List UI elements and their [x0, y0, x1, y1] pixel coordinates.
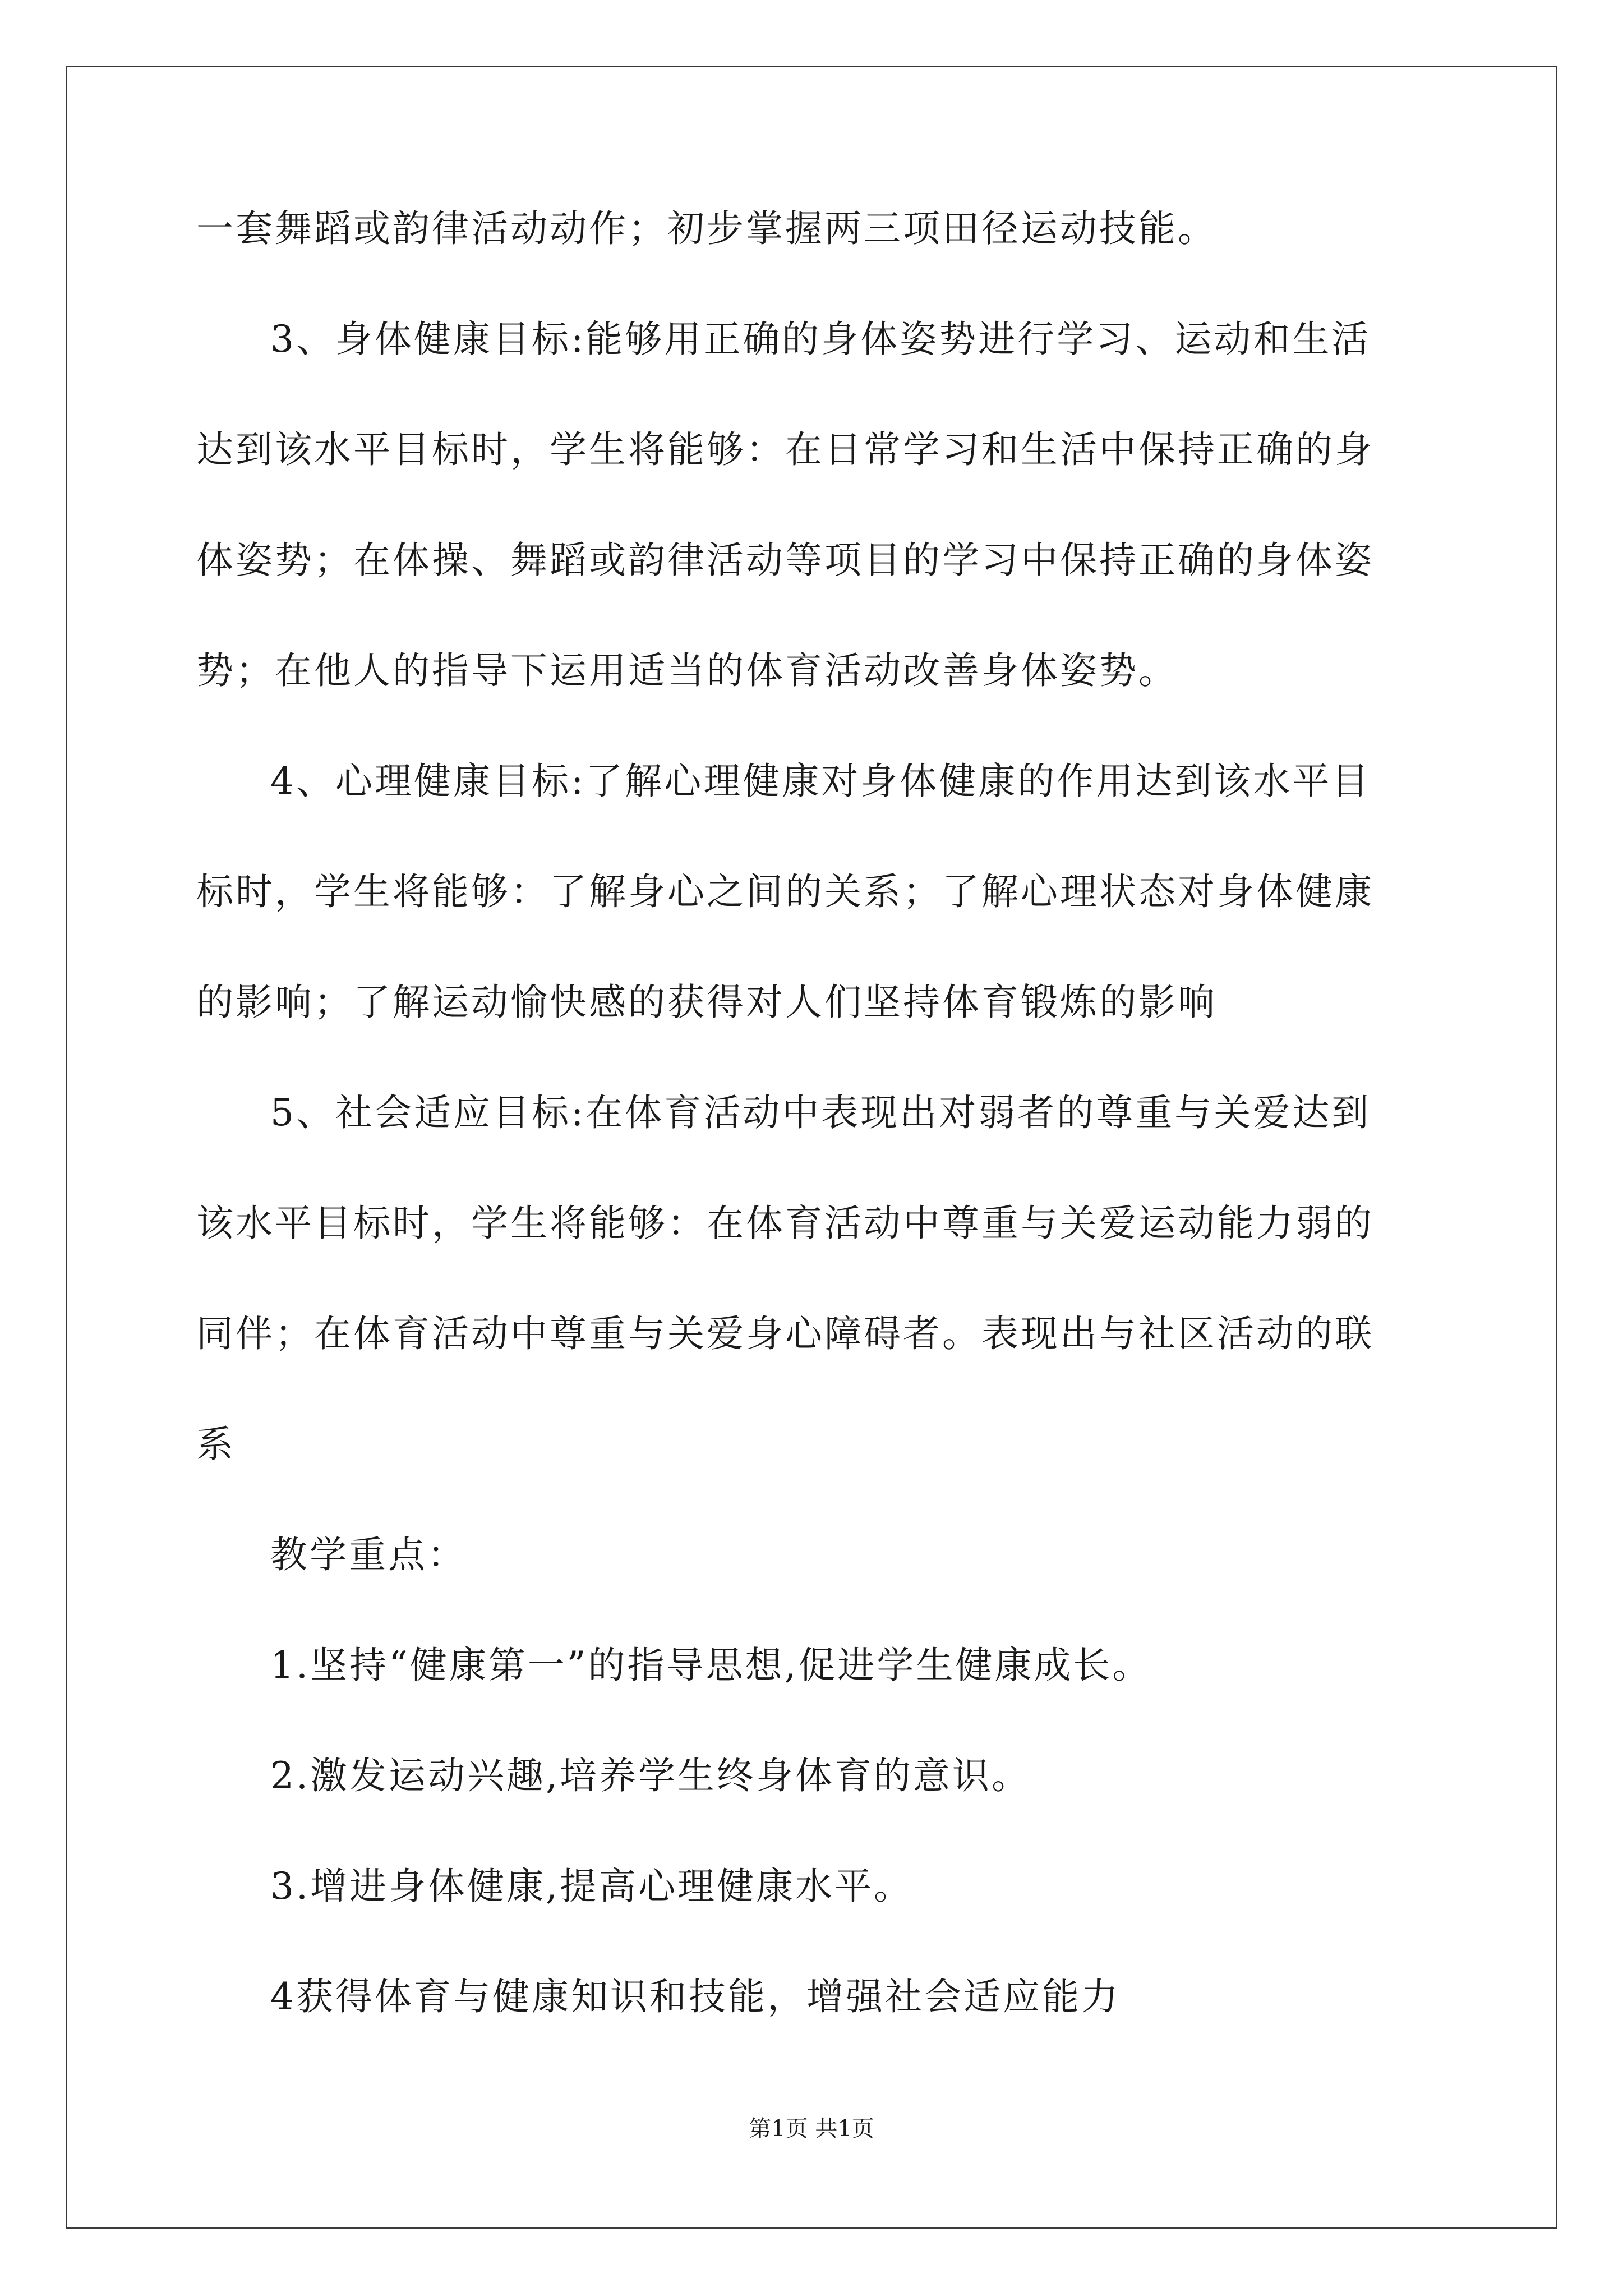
list-item: 2.激发运动兴趣,培养学生终身体育的意识。 [270, 1754, 1031, 1797]
text-line: 3、身体健康目标:能够用正确的身体姿势进行学习、运动和生活 [270, 318, 1371, 361]
page-footer: 第1页 共1页 [749, 2116, 874, 2142]
text-line: 系 [196, 1423, 236, 1466]
text-line: 达到该水平目标时，学生将能够：在日常学习和生活中保持正确的身 [196, 428, 1374, 471]
list-item: 1.坚持“健康第一”的指导思想,促进学生健康成长。 [270, 1644, 1152, 1687]
text-line: 标时，学生将能够：了解身心之间的关系；了解心理状态对身体健康 [196, 870, 1374, 913]
text-line: 5、社会适应目标:在体育活动中表现出对弱者的尊重与关爱达到 [270, 1091, 1371, 1134]
text-line: 势；在他人的指导下运用适当的体育活动改善身体姿势。 [196, 649, 1178, 692]
list-item: 3.增进身体健康,提高心理健康水平。 [270, 1865, 913, 1908]
text-line: 体姿势；在体操、舞蹈或韵律活动等项目的学习中保持正确的身体姿 [196, 539, 1374, 582]
section-heading: 教学重点： [270, 1533, 467, 1576]
text-line: 该水平目标时，学生将能够：在体育活动中尊重与关爱运动能力弱的 [196, 1202, 1374, 1245]
text-line: 的影响；了解运动愉快感的获得对人们坚持体育锻炼的影响 [196, 981, 1217, 1024]
text-line: 4、心理健康目标:了解心理健康对身体健康的作用达到该水平目 [270, 760, 1371, 803]
list-item: 4获得体育与健康知识和技能，增强社会适应能力 [270, 1975, 1121, 2018]
text-line: 一套舞蹈或韵律活动动作；初步掌握两三项田径运动技能。 [196, 207, 1217, 250]
text-line: 同伴；在体育活动中尊重与关爱身心障碍者。表现出与社区活动的联 [196, 1312, 1374, 1355]
